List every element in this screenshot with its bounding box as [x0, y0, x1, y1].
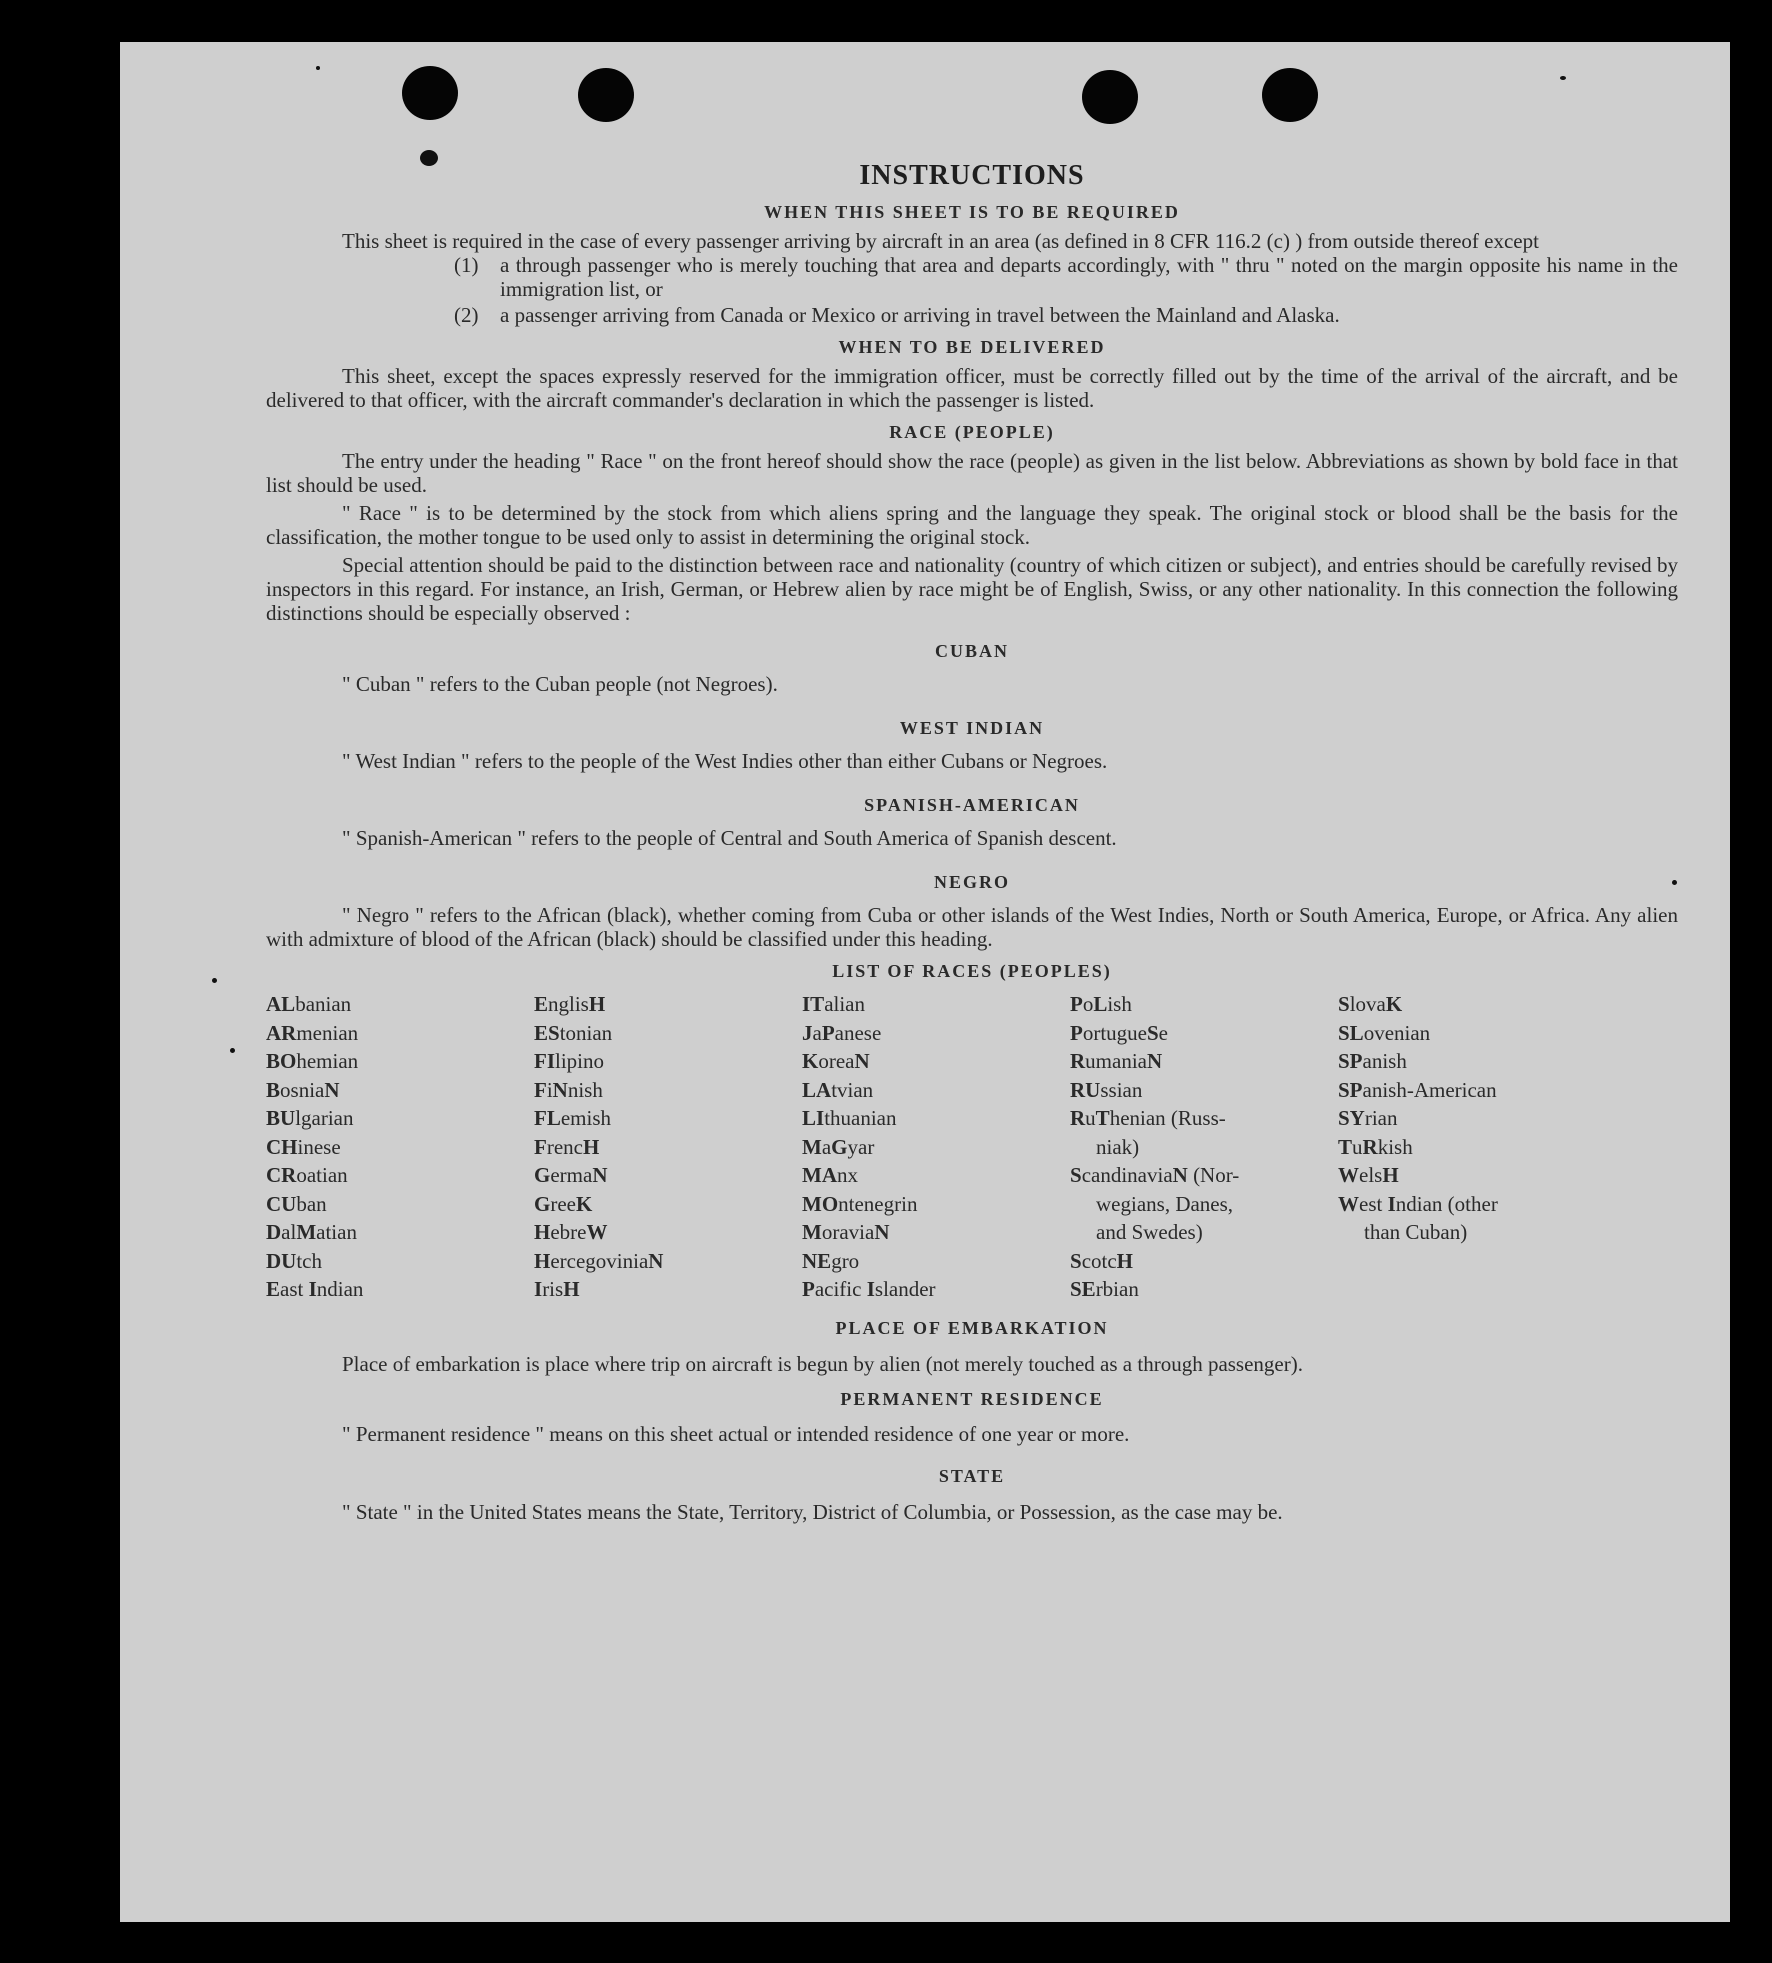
race-name-part: ndian — [316, 1277, 364, 1301]
embarkation-text: Place of embarkation is place where trip on aircraft is begun by alien (not merely touched as a through passenger). — [342, 1351, 1303, 1376]
race-name-part: acific — [814, 1277, 867, 1301]
instruction-sheet — [120, 42, 1730, 1922]
race-abbreviation: IT — [802, 992, 825, 1016]
race-entry — [534, 1133, 802, 1162]
race-name-part: alian — [824, 992, 865, 1016]
race-abbreviation: I — [534, 1277, 543, 1301]
race-abbreviation: SE — [1070, 1277, 1096, 1301]
race-name-part: oravia — [821, 1220, 875, 1244]
race-entry — [802, 1133, 1070, 1162]
race-entry — [266, 1247, 534, 1276]
race-abbreviation: H — [1382, 1163, 1399, 1187]
ink-speck — [230, 1048, 235, 1053]
race-entry — [802, 1161, 1070, 1190]
race-name-part: inese — [297, 1134, 341, 1159]
race-abbreviation: SL — [1338, 1020, 1364, 1045]
race-entry — [266, 1161, 534, 1190]
west-indian-text: " West Indian " refers to the people of the West Indies other than either Cubans or Negroes. — [342, 749, 1108, 773]
residence-text: " Permanent residence " means on this sheet actual or intended residence of one year or more. — [342, 1421, 1130, 1446]
race-name-part: o — [1082, 992, 1094, 1016]
race-entry — [802, 990, 1070, 1019]
race-name-part: ovenian — [1363, 1020, 1431, 1045]
punch-hole — [1082, 70, 1138, 124]
race-abbreviation: H — [588, 992, 606, 1016]
race-abbreviation: S — [1070, 1163, 1082, 1187]
race-name-part: slander — [874, 1277, 936, 1301]
race-abbreviation: I — [1387, 1191, 1396, 1216]
section-heading-spanish-american: SPANISH-AMERICAN — [864, 795, 1080, 815]
race-entry — [1070, 1275, 1338, 1304]
race-abbreviation: H — [534, 1220, 551, 1244]
race-abbreviation: M — [802, 1134, 822, 1159]
punch-hole — [402, 66, 458, 120]
race-abbreviation: H — [582, 1134, 600, 1159]
race-abbreviation: SY — [1338, 1106, 1365, 1130]
race-entry — [266, 990, 534, 1019]
race-abbreviation: LA — [802, 1077, 832, 1102]
race-abbreviation: N — [592, 1163, 608, 1187]
race-abbreviation: F — [534, 1077, 547, 1102]
list-of-races-heading: LIST OF RACES (PEOPLES) — [832, 961, 1112, 981]
race-entry — [802, 1190, 1070, 1219]
race-name-part: (Nor- — [1187, 1163, 1240, 1187]
race-entry-continuation: than Cuban) — [1364, 1220, 1468, 1244]
race-entry-continuation: and Swedes) — [1096, 1220, 1203, 1244]
race-name-part: a — [821, 1134, 832, 1159]
race-abbreviation: M — [296, 1220, 317, 1244]
race-entry — [534, 1104, 802, 1133]
required-item-2 — [266, 303, 1678, 327]
race-name-part: nish — [567, 1077, 603, 1102]
race-entry — [266, 1076, 534, 1105]
race-abbreviation: H — [563, 1277, 580, 1301]
race-name-part: ris — [542, 1277, 564, 1301]
ink-speck — [212, 978, 217, 983]
required-intro: This sheet is required in the case of every passenger arriving by aircraft in an area (as defined in 8 CFR 116.2 (c) ) from outside thereof except — [342, 229, 1539, 253]
race-entry — [266, 1047, 534, 1076]
race-name-part: tonian — [559, 1020, 613, 1045]
race-abbreviation: RU — [1070, 1077, 1101, 1102]
race-abbreviation: T — [1095, 1106, 1110, 1130]
race-name-part: est — [1359, 1191, 1388, 1216]
race-abbreviation: P — [821, 1020, 835, 1045]
race-name-part: ssian — [1100, 1077, 1143, 1102]
race-name-part: ercegovinia — [550, 1248, 649, 1273]
race-abbreviation: N — [552, 1077, 568, 1102]
item-text: a passenger arriving from Canada or Mexico or arriving in travel between the Mainland and Alaska. — [500, 303, 1340, 327]
race-name-part: ntenegrin — [838, 1191, 918, 1216]
race-name-part: henian (Russ- — [1109, 1106, 1226, 1130]
race-abbreviation: N — [324, 1077, 340, 1102]
race-abbreviation: W — [586, 1220, 608, 1244]
race-name-part: al — [281, 1220, 297, 1244]
race-name-part: rbian — [1095, 1277, 1139, 1301]
race-entry — [266, 1019, 534, 1048]
race-abbreviation: BO — [266, 1049, 297, 1073]
race-entry — [534, 1076, 802, 1105]
race-name-part: menian — [296, 1020, 359, 1045]
race-name-part: tch — [296, 1248, 322, 1273]
race-abbreviation: P — [1070, 1020, 1083, 1045]
cuban-text: " Cuban " refers to the Cuban people (not Negroes). — [342, 672, 778, 696]
race-abbreviation: CR — [266, 1163, 297, 1187]
race-abbreviation: N — [1146, 1049, 1163, 1073]
race-abbreviation: T — [1338, 1134, 1353, 1159]
race-entry — [1338, 990, 1608, 1019]
race-abbreviation: I — [308, 1277, 317, 1301]
race-entry-continuation: wegians, Danes, — [1096, 1191, 1234, 1216]
race-abbreviation: I — [866, 1277, 875, 1301]
race-abbreviation: N — [874, 1220, 890, 1244]
race-abbreviation: AR — [266, 1020, 297, 1045]
delivered-text: This sheet, except the spaces expressly reserved for the immigration officer, must be correctly filled out by the time of the arrival of the aircraft, and be delivered to that officer, with the aircraft commander's declaration in which the passenger is listed. — [266, 364, 1678, 412]
race-entry — [1070, 1047, 1338, 1076]
race-name-part: anese — [834, 1020, 882, 1045]
race-name-part: nx — [837, 1163, 858, 1187]
race-entry — [1070, 1161, 1338, 1190]
race-column — [266, 990, 534, 1304]
race-name-part: i — [546, 1077, 553, 1102]
race-entry — [534, 1190, 802, 1219]
race-abbreviation: K — [1385, 992, 1403, 1016]
race-entry — [1338, 1019, 1608, 1048]
race-entry — [534, 1019, 802, 1048]
race-entry — [802, 1019, 1070, 1048]
race-abbreviation: N — [648, 1248, 664, 1273]
race-name-part: ortugue — [1082, 1020, 1147, 1045]
race-name-part: lova — [1349, 992, 1386, 1016]
section-heading-delivered: WHEN TO BE DELIVERED — [838, 337, 1106, 357]
race-entry — [802, 1218, 1070, 1247]
race-name-part: ban — [296, 1191, 327, 1216]
race-abbreviation: BU — [266, 1106, 296, 1130]
race-abbreviation: MO — [802, 1191, 839, 1216]
race-abbreviation: E — [534, 992, 549, 1016]
race-name-part: renc — [546, 1134, 583, 1159]
spanish-american-text: " Spanish-American " refers to the people of Central and South America of Spanish descent. — [342, 826, 1117, 850]
race-name-part: anish — [1362, 1049, 1407, 1073]
race-abbreviation: ES — [534, 1020, 560, 1045]
state-text: " State " in the United States means the State, Territory, District of Columbia, or Possession, as the case may be. — [342, 1499, 1283, 1524]
race-entry — [802, 1047, 1070, 1076]
race-name-part: ebre — [550, 1220, 587, 1244]
section-heading-embarkation: PLACE OF EMBARKATION — [835, 1317, 1109, 1338]
section-heading-required: WHEN THIS SHEET IS TO BE REQUIRED — [764, 202, 1180, 222]
punch-hole — [578, 68, 634, 122]
race-entry — [1070, 1019, 1338, 1048]
race-entry — [1070, 990, 1338, 1019]
race-abbreviation: E — [266, 1277, 281, 1301]
section-heading-west-indian: WEST INDIAN — [899, 718, 1045, 738]
race-abbreviation: MA — [802, 1163, 837, 1187]
race-entry — [266, 1104, 534, 1133]
race-name-part: kish — [1377, 1134, 1413, 1159]
race-abbreviation: R — [1070, 1049, 1086, 1073]
race-entry — [534, 1275, 802, 1304]
race-entry — [1338, 1076, 1608, 1105]
race-column — [1338, 990, 1608, 1304]
race-abbreviation: NE — [802, 1248, 832, 1273]
race-entry — [1338, 1161, 1608, 1190]
race-entry — [1338, 1133, 1608, 1162]
race-entry — [266, 1190, 534, 1219]
race-entry — [1338, 1047, 1608, 1076]
race-abbreviation: SP — [1338, 1077, 1363, 1102]
race-entry — [802, 1275, 1070, 1304]
race-name-part: ish — [1107, 992, 1132, 1016]
race-entry — [802, 1076, 1070, 1105]
race-name-part: umania — [1085, 1049, 1147, 1073]
item-text: a through passenger who is merely touching that area and departs accordingly, with " thru " noted on the margin opposite his name in the immigration list, or — [500, 253, 1678, 301]
race-name-part: ast — [280, 1277, 309, 1301]
race-abbreviation: FL — [534, 1106, 561, 1130]
race-entry — [802, 1104, 1070, 1133]
race-name-part: u — [1352, 1134, 1363, 1159]
race-entry-continuation: niak) — [1096, 1134, 1140, 1159]
race-name-part: osnia — [280, 1077, 325, 1102]
race-paragraph-1: The entry under the heading " Race " on the front hereof should show the race (people) as given in the list below. Abbreviations as shown by bold face in that list should be used. — [266, 449, 1678, 497]
race-abbreviation: K — [575, 1191, 593, 1216]
race-name-part: cotc — [1081, 1248, 1117, 1273]
race-abbreviation: LI — [802, 1106, 825, 1130]
race-abbreviation: J — [802, 1020, 813, 1045]
race-name-part: e — [1158, 1020, 1168, 1045]
race-abbreviation: SP — [1338, 1049, 1363, 1073]
required-item-1 — [266, 253, 1678, 301]
race-entry — [534, 1047, 802, 1076]
race-abbreviation: CH — [266, 1134, 298, 1159]
race-abbreviation: G — [534, 1163, 551, 1187]
race-name-part: a — [812, 1020, 822, 1045]
race-name-part: ndian (other — [1395, 1191, 1498, 1216]
race-name-part: candinavia — [1081, 1163, 1173, 1187]
race-abbreviation: N — [854, 1049, 870, 1073]
section-heading-state: STATE — [938, 1465, 1006, 1486]
race-name-part: orea — [818, 1049, 855, 1073]
race-name-part: nglis — [548, 992, 589, 1016]
race-name-part: tvian — [831, 1077, 874, 1102]
race-entry — [1070, 1076, 1338, 1105]
race-entry — [1338, 1190, 1608, 1219]
race-name-part: yar — [847, 1134, 875, 1159]
race-abbreviation: D — [266, 1220, 282, 1244]
item-number: (1) — [454, 253, 479, 277]
race-abbreviation: H — [534, 1248, 551, 1273]
race-paragraph-3: Special attention should be paid to the distinction between race and nationality (country of which citizen or subject), and entries should be carefully revised by inspectors in this regard. For instance, an Irish, German, or Hebrew alien by race might be of English, Swiss, or any other nationality. In this connection the following distinctions should be especially observed : — [266, 553, 1678, 625]
ink-speck — [1560, 76, 1566, 80]
section-heading-race: RACE (PEOPLE) — [889, 422, 1055, 442]
race-name-part: erma — [550, 1163, 593, 1187]
race-entry — [534, 1161, 802, 1190]
race-column — [1070, 990, 1338, 1304]
race-name-part: banian — [295, 992, 352, 1016]
race-abbreviation: F — [534, 1134, 547, 1159]
race-column — [802, 990, 1070, 1304]
race-name-part: lgarian — [295, 1106, 354, 1130]
race-name-part: thuanian — [824, 1106, 897, 1130]
race-entry — [1338, 1104, 1608, 1133]
section-heading-negro: NEGRO — [933, 872, 1010, 892]
race-abbreviation: DU — [266, 1248, 297, 1273]
race-entry — [1070, 1247, 1338, 1276]
race-entry — [534, 1218, 802, 1247]
negro-text: " Negro " refers to the African (black), whether coming from Cuba or other islands of the West Indies, North or South America, Europe, or Africa. Any alien with admixture of blood of the African (black) should be classified under this heading. — [266, 903, 1678, 951]
punch-hole — [1262, 68, 1318, 122]
race-name-part: els — [1359, 1163, 1383, 1187]
race-abbreviation: FI — [534, 1049, 555, 1073]
race-abbreviation: AL — [266, 992, 296, 1016]
race-abbreviation: G — [831, 1134, 848, 1159]
race-entry — [266, 1218, 534, 1247]
race-name-part: lipino — [555, 1049, 605, 1073]
race-abbreviation: H — [1116, 1248, 1134, 1273]
race-name-part: anish-American — [1362, 1077, 1497, 1102]
ink-speck — [316, 66, 320, 70]
item-number: (2) — [454, 303, 479, 327]
race-abbreviation: L — [1093, 992, 1108, 1016]
race-name-part: atian — [316, 1220, 357, 1244]
document-body — [266, 160, 1678, 1527]
race-abbreviation: S — [1070, 1248, 1082, 1273]
race-entry — [1070, 1104, 1338, 1133]
page-title: INSTRUCTIONS — [859, 160, 1085, 191]
race-abbreviation: N — [1172, 1163, 1188, 1187]
race-abbreviation: W — [1338, 1163, 1359, 1187]
race-name-part: ree — [550, 1191, 576, 1216]
race-abbreviation: B — [266, 1077, 281, 1102]
race-name-part: rian — [1364, 1106, 1398, 1130]
race-name-part: oatian — [296, 1163, 348, 1187]
race-name-part: emish — [560, 1106, 612, 1130]
race-paragraph-2: " Race " is to be determined by the stock from which aliens spring and the language they speak. The original stock or blood shall be the basis for the classification, the mother tongue to be used only to assist in determining the original stock. — [266, 501, 1678, 549]
race-list — [266, 990, 1678, 1304]
race-abbreviation: G — [534, 1191, 551, 1216]
race-abbreviation: S — [1146, 1020, 1159, 1045]
race-abbreviation: K — [802, 1049, 819, 1073]
race-entry — [802, 1247, 1070, 1276]
race-entry — [266, 1275, 534, 1304]
race-name-part: gro — [831, 1248, 860, 1273]
race-entry — [534, 990, 802, 1019]
race-abbreviation: R — [1070, 1106, 1086, 1130]
race-abbreviation: P — [802, 1277, 815, 1301]
race-abbreviation: P — [1070, 992, 1083, 1016]
race-abbreviation: CU — [266, 1191, 297, 1216]
race-entry — [266, 1133, 534, 1162]
race-abbreviation: R — [1362, 1134, 1378, 1159]
race-name-part: hemian — [296, 1049, 359, 1073]
race-name-part: u — [1085, 1106, 1096, 1130]
section-heading-cuban: CUBAN — [934, 641, 1009, 661]
race-abbreviation: W — [1338, 1191, 1359, 1216]
race-abbreviation: M — [802, 1220, 822, 1244]
section-heading-residence: PERMANENT RESIDENCE — [840, 1388, 1104, 1409]
race-column — [534, 990, 802, 1304]
race-abbreviation: S — [1338, 992, 1350, 1016]
race-entry — [534, 1247, 802, 1276]
